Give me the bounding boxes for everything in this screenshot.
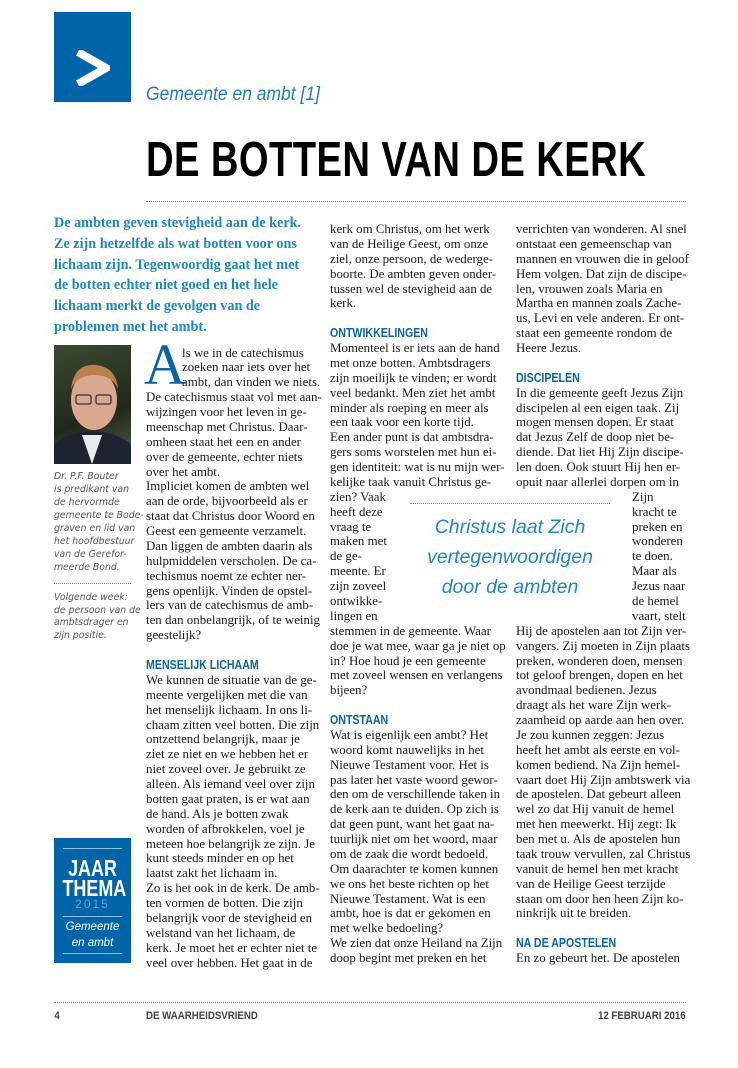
publication-name: DE WAARHEIDSVRIEND: [146, 1010, 258, 1022]
body-line: meente vergelijken met die van: [146, 687, 308, 702]
section-heading: DISCIPELEN: [516, 370, 580, 385]
pull-quote: [410, 512, 610, 602]
section-heading: ONTWIKKELINGEN: [330, 326, 428, 341]
body-line: dat Jezus Zelf de doop niet be-: [516, 430, 675, 445]
body-line: tussen wel de stevigheid aan de: [330, 281, 493, 296]
body-line: We zien dat onze Heiland na Zijn: [330, 936, 503, 951]
body-line: Hij de apostelen aan tot Zijn ver-: [516, 623, 687, 638]
body-line: vaart doet Hij Zijn ambtswerk via: [516, 772, 691, 787]
body-line: preken, wonderen doen, mensen: [516, 653, 683, 668]
caption-line: het hoofdbestuur: [54, 536, 135, 547]
caption-line: de hervormde: [54, 497, 120, 508]
caption-line: graven en lid van: [54, 523, 136, 534]
next-week-line: zijn positie.: [54, 629, 107, 641]
year-theme-badge: [54, 838, 131, 963]
body-line: chaam zitten veel botten. Die zijn: [146, 717, 320, 732]
body-line: kracht te: [632, 504, 677, 519]
body-line: de ge-: [330, 549, 362, 564]
section-logo: [54, 12, 131, 102]
body-line: Impliciet komen de ambten wel: [146, 479, 310, 494]
next-week-line: ambtsdrager en: [54, 617, 129, 628]
issue-date: 12 FEBRUARI 2016: [598, 1010, 686, 1022]
body-line: dat geen punt, want het gaat na-: [330, 817, 495, 832]
body-line: vangers. Zij moeten in Zijn plaats: [516, 638, 690, 653]
body-line: hulpmiddelen verscholen. De ca-: [146, 553, 317, 568]
body-line: vaart, stelt: [632, 608, 686, 623]
body-line: kelijke taak vanuit Christus ge-: [330, 474, 492, 489]
body-line: ontzettend belangrijk, maar je: [146, 732, 300, 747]
body-line: wijzingen voor het leven in ge-: [146, 405, 307, 420]
body-line: meenschap met Christus. Daar-: [146, 419, 308, 434]
footer-divider: [54, 1002, 686, 1003]
body-line: gers soms worstelen met hun ei-: [330, 445, 497, 460]
body-line: de apostelen. Dat gebeurt alleen: [516, 787, 681, 802]
body-line: ambt, hoe is dat er gekomen en: [330, 906, 491, 921]
body-line: tot geloof brengen, dopen en het: [516, 668, 683, 683]
body-line: geestelijk?: [146, 628, 202, 643]
body-line: we ons het beste richten op het: [330, 876, 489, 891]
body-line: ten dan onbelangrijk, of te weinig: [146, 613, 320, 628]
body-line: vanuit de hemel hen met kracht: [516, 861, 679, 876]
body-line: Dan liggen de ambten daarin als: [146, 538, 313, 553]
body-line: discipelen al een eigen taak. Zij: [516, 400, 680, 415]
body-line: staan om door hen heen Zijn ko-: [516, 891, 684, 906]
body-line: kerk om Christus, om het werk: [330, 222, 490, 236]
body-line: wonderen: [632, 534, 683, 549]
body-line: draagt als het ware Zijn werk-: [516, 698, 671, 713]
pull-quote-line: vertegenwoordigen: [427, 546, 593, 568]
body-line: de hand. Als je botten zwak: [146, 806, 289, 821]
body-line: over het ambt.: [146, 464, 221, 479]
body-line: minder als roeping en meer als: [330, 400, 489, 415]
body-line: over de gemeente, echter niets: [146, 449, 303, 464]
body-line: Een ander punt is dat ambtsdra-: [330, 430, 494, 445]
body-line: len doen. Ook stuurt Hij hen er-: [516, 460, 681, 475]
body-line: ziel, onze persoon, de wederge-: [330, 251, 493, 266]
body-line: Geest een gemeente verzamelt.: [146, 524, 307, 539]
body-line: aan de orde, bijvoorbeeld als er: [146, 494, 308, 509]
body-line: boorte. De ambten geven onder-: [330, 266, 497, 281]
body-line: opuit naar allerlei dorpen om in: [516, 474, 679, 489]
body-line: ontwikke-: [330, 594, 383, 608]
body-line: welstand van het lichaam, de: [146, 925, 296, 940]
body-line: woord komt nauwelijks in het: [330, 742, 484, 757]
body-line: mannen en vrouwen die in geloof: [516, 251, 689, 266]
caption-divider: [54, 583, 131, 584]
body-line: te doen.: [632, 549, 673, 564]
body-line: preken en: [632, 519, 683, 534]
pullquote-divider: [410, 503, 610, 504]
page-title: DE BOTTEN VAN DE KERK: [146, 133, 647, 187]
body-line: ontstaat een gemeenschap van: [516, 236, 672, 251]
badge-line1: JAAR: [68, 855, 117, 881]
body-line: En zo gebeurt het. De apostelen: [516, 951, 680, 966]
body-line: van de Heilige Geest terzijde: [516, 876, 666, 891]
badge-year: 2015: [75, 897, 110, 911]
body-line: Nieuwe Testament. Wat is een: [330, 891, 486, 906]
body-line: De catechismus staat vol met aan-: [146, 390, 322, 405]
body-line: Zo is het ook in de kerk. De amb-: [146, 881, 320, 896]
body-line: Om daarachter te komen kunnen: [330, 861, 499, 876]
body-line: ninkrijk uit te breiden.: [516, 906, 632, 921]
body-line: doe je wat mee, waar ga je niet op: [330, 638, 506, 653]
body-line: om de zaak die wordt bedoeld.: [330, 846, 489, 861]
body-line: ls we in de catechismus: [182, 345, 304, 360]
body-line: het menselijk lichaam. In ons li-: [146, 702, 313, 717]
body-line: zijn moeilijk te vinden; er wordt: [330, 370, 497, 385]
body-line: gens openlijk. Vinden de opstel-: [146, 583, 313, 598]
body-line: verrichten van wonderen. Al snel: [516, 222, 687, 236]
body-line: Wat is eigenlijk een ambt? Het: [330, 727, 489, 742]
body-line: Je zou kunnen zeggen: Jezus: [516, 727, 665, 742]
body-line: techismus noemt ze echter ner-: [146, 568, 307, 583]
body-line: laatst zakt het lichaam in.: [146, 866, 278, 881]
next-week-line: de persoon van de: [54, 604, 141, 616]
body-line: met onze botten. Ambtsdragers: [330, 355, 491, 370]
body-line: wel zo dat Hij vanuit de hemel: [516, 802, 675, 817]
body-line: Maar als: [632, 564, 677, 579]
body-line: lers van de catechismus de amb-: [146, 598, 314, 613]
chevron-right-icon: [76, 50, 110, 86]
page-number: 4: [54, 1010, 60, 1022]
body-line: diende. Dat liet Hij Zijn discipe-: [516, 445, 684, 460]
body-line: taak trouw vervullen, zal Christus: [516, 846, 691, 861]
body-line: Martha en mannen zoals Zache-: [516, 296, 682, 311]
body-line: met welke bedoeling?: [330, 921, 444, 936]
body-line: veel bedankt. Men ziet het ambt: [330, 385, 496, 400]
series-kicker: Gemeente en ambt [1]: [146, 84, 320, 105]
body-line: den om de verschillende taken in: [330, 787, 501, 802]
body-line: vraag te: [330, 519, 372, 534]
body-line: meente. Er: [330, 564, 386, 579]
body-line: belangrijk voor de stevigheid en: [146, 910, 313, 925]
body-line: us, Levi en vele anderen. Er ont-: [516, 311, 685, 326]
pull-quote-line: Christus laat Zich: [434, 516, 586, 538]
caption-line: Dr. P.F. Bouter: [54, 471, 119, 482]
body-line: Nieuwe Testament voor. Het is: [330, 757, 489, 772]
body-line: worden of afbrokkelen, voel je: [146, 821, 305, 836]
body-line: kunt steeds minder en op het: [146, 851, 294, 866]
body-line: kerk.: [330, 296, 357, 311]
body-line: Heere Jezus.: [516, 341, 582, 356]
body-line: bijeen?: [330, 683, 368, 698]
body-line: kerk. Je moet het er echter niet te: [146, 940, 318, 955]
body-line: tuurlijk niet om het woord, maar: [330, 832, 498, 847]
body-line: met hen meewerkt. Hij zegt: Ik: [516, 817, 677, 832]
body-line: zoeken naar iets over het: [182, 360, 311, 375]
body-line: mogen mensen dopen. Er staat: [516, 415, 674, 430]
section-heading: NA DE APOSTELEN: [516, 936, 617, 951]
drop-cap: A: [144, 332, 186, 397]
body-line: ben met u. Als de apostelen hun: [516, 832, 681, 847]
body-line: maken met: [330, 534, 387, 549]
body-line: staat een gemeente rondom de: [516, 326, 673, 341]
title-divider: [146, 201, 686, 202]
body-line: avondmaal bedienen. Jezus: [516, 683, 657, 698]
body-line: gen identiteit: wat is nu mijn wer-: [330, 460, 505, 475]
body-line: We kunnen de situatie van de ge-: [146, 672, 317, 687]
author-photo: [54, 345, 131, 464]
body-line: alleen. Als iemand veel over zijn: [146, 777, 315, 792]
body-line: Hem volgen. Dat zijn de discipe-: [516, 266, 687, 281]
body-line: Jezus naar: [632, 579, 686, 594]
body-line: len, vrouwen zoals Maria en: [516, 281, 663, 296]
body-line: staat dat Christus door Woord en: [146, 509, 315, 524]
badge-sub2: en ambt: [71, 937, 114, 949]
body-line: heeft het ambt als eerste en vol-: [516, 742, 680, 757]
section-heading: ONTSTAAN: [330, 713, 389, 728]
body-line: zaamheid op aarde aan hen over.: [516, 713, 685, 728]
body-line: Momenteel is er iets aan de hand: [330, 341, 500, 356]
body-line: stemmen in de gemeente. Waar: [330, 623, 491, 638]
body-line: een taak voor een korte tijd.: [330, 415, 474, 430]
body-line: met zoveel wensen en verlangens: [330, 668, 503, 683]
body-line: doop begint met preken en het: [330, 951, 487, 966]
caption-line: van de Gerefor-: [54, 549, 127, 560]
body-line: de hemel: [632, 594, 679, 608]
caption-line: is predikant van: [54, 484, 129, 495]
intro-lead: De ambten geven stevigheid aan de kerk. Ze zijn hetzelfde als wat botten voor ons lichaam zijn. Tegenwoordig gaat het met de botten echter niet goed en het hele lichaam merkt de gevolgen van de problemen met het ambt.: [54, 215, 302, 335]
body-line: in? Hoe houd je een gemeente: [330, 653, 486, 668]
body-line: ten vormen de botten. Die zijn: [146, 896, 303, 911]
badge-sub1: Gemeente: [65, 921, 120, 933]
section-heading: MENSELIJK LICHAAM: [146, 657, 259, 672]
caption-line: meerde Bond.: [54, 562, 120, 573]
body-line: lingen en: [330, 608, 378, 623]
body-line: botten gaat praten, is er wat aan: [146, 791, 310, 806]
body-line: pas later het vaste woord gewor-: [330, 772, 498, 787]
badge-line2: THEMA: [62, 875, 127, 901]
body-line: van de Heilige Geest, om onze: [330, 236, 489, 251]
body-line: ambt, dan vinden we niets.: [182, 375, 321, 390]
body-line: zien? Vaak: [330, 489, 386, 504]
body-line: de kerk aan te duiden. Op zich is: [330, 802, 499, 817]
body-line: In die gemeente geeft Jezus Zijn: [516, 385, 684, 400]
next-week-line: Volgende week:: [54, 592, 128, 603]
body-line: meteen hoe belangrijk ze zijn. Je: [146, 836, 315, 851]
body-line: niet zoveel over. Je gebruikt ze: [146, 762, 306, 777]
body-line: komen bediend. Na Zijn hemel-: [516, 757, 681, 772]
body-line: zijn zoveel: [330, 579, 387, 594]
body-line: Zijn: [632, 489, 654, 504]
body-line: veel over hebben. Het gaat in de: [146, 955, 313, 970]
body-line: heeft deze: [330, 504, 383, 519]
pull-quote-line: door de ambten: [441, 576, 579, 598]
caption-line: gemeente te Bode-: [54, 510, 144, 521]
body-line: ziet ze niet en we hebben het er: [146, 747, 309, 762]
body-line: omheen staat het een en ander: [146, 434, 301, 449]
